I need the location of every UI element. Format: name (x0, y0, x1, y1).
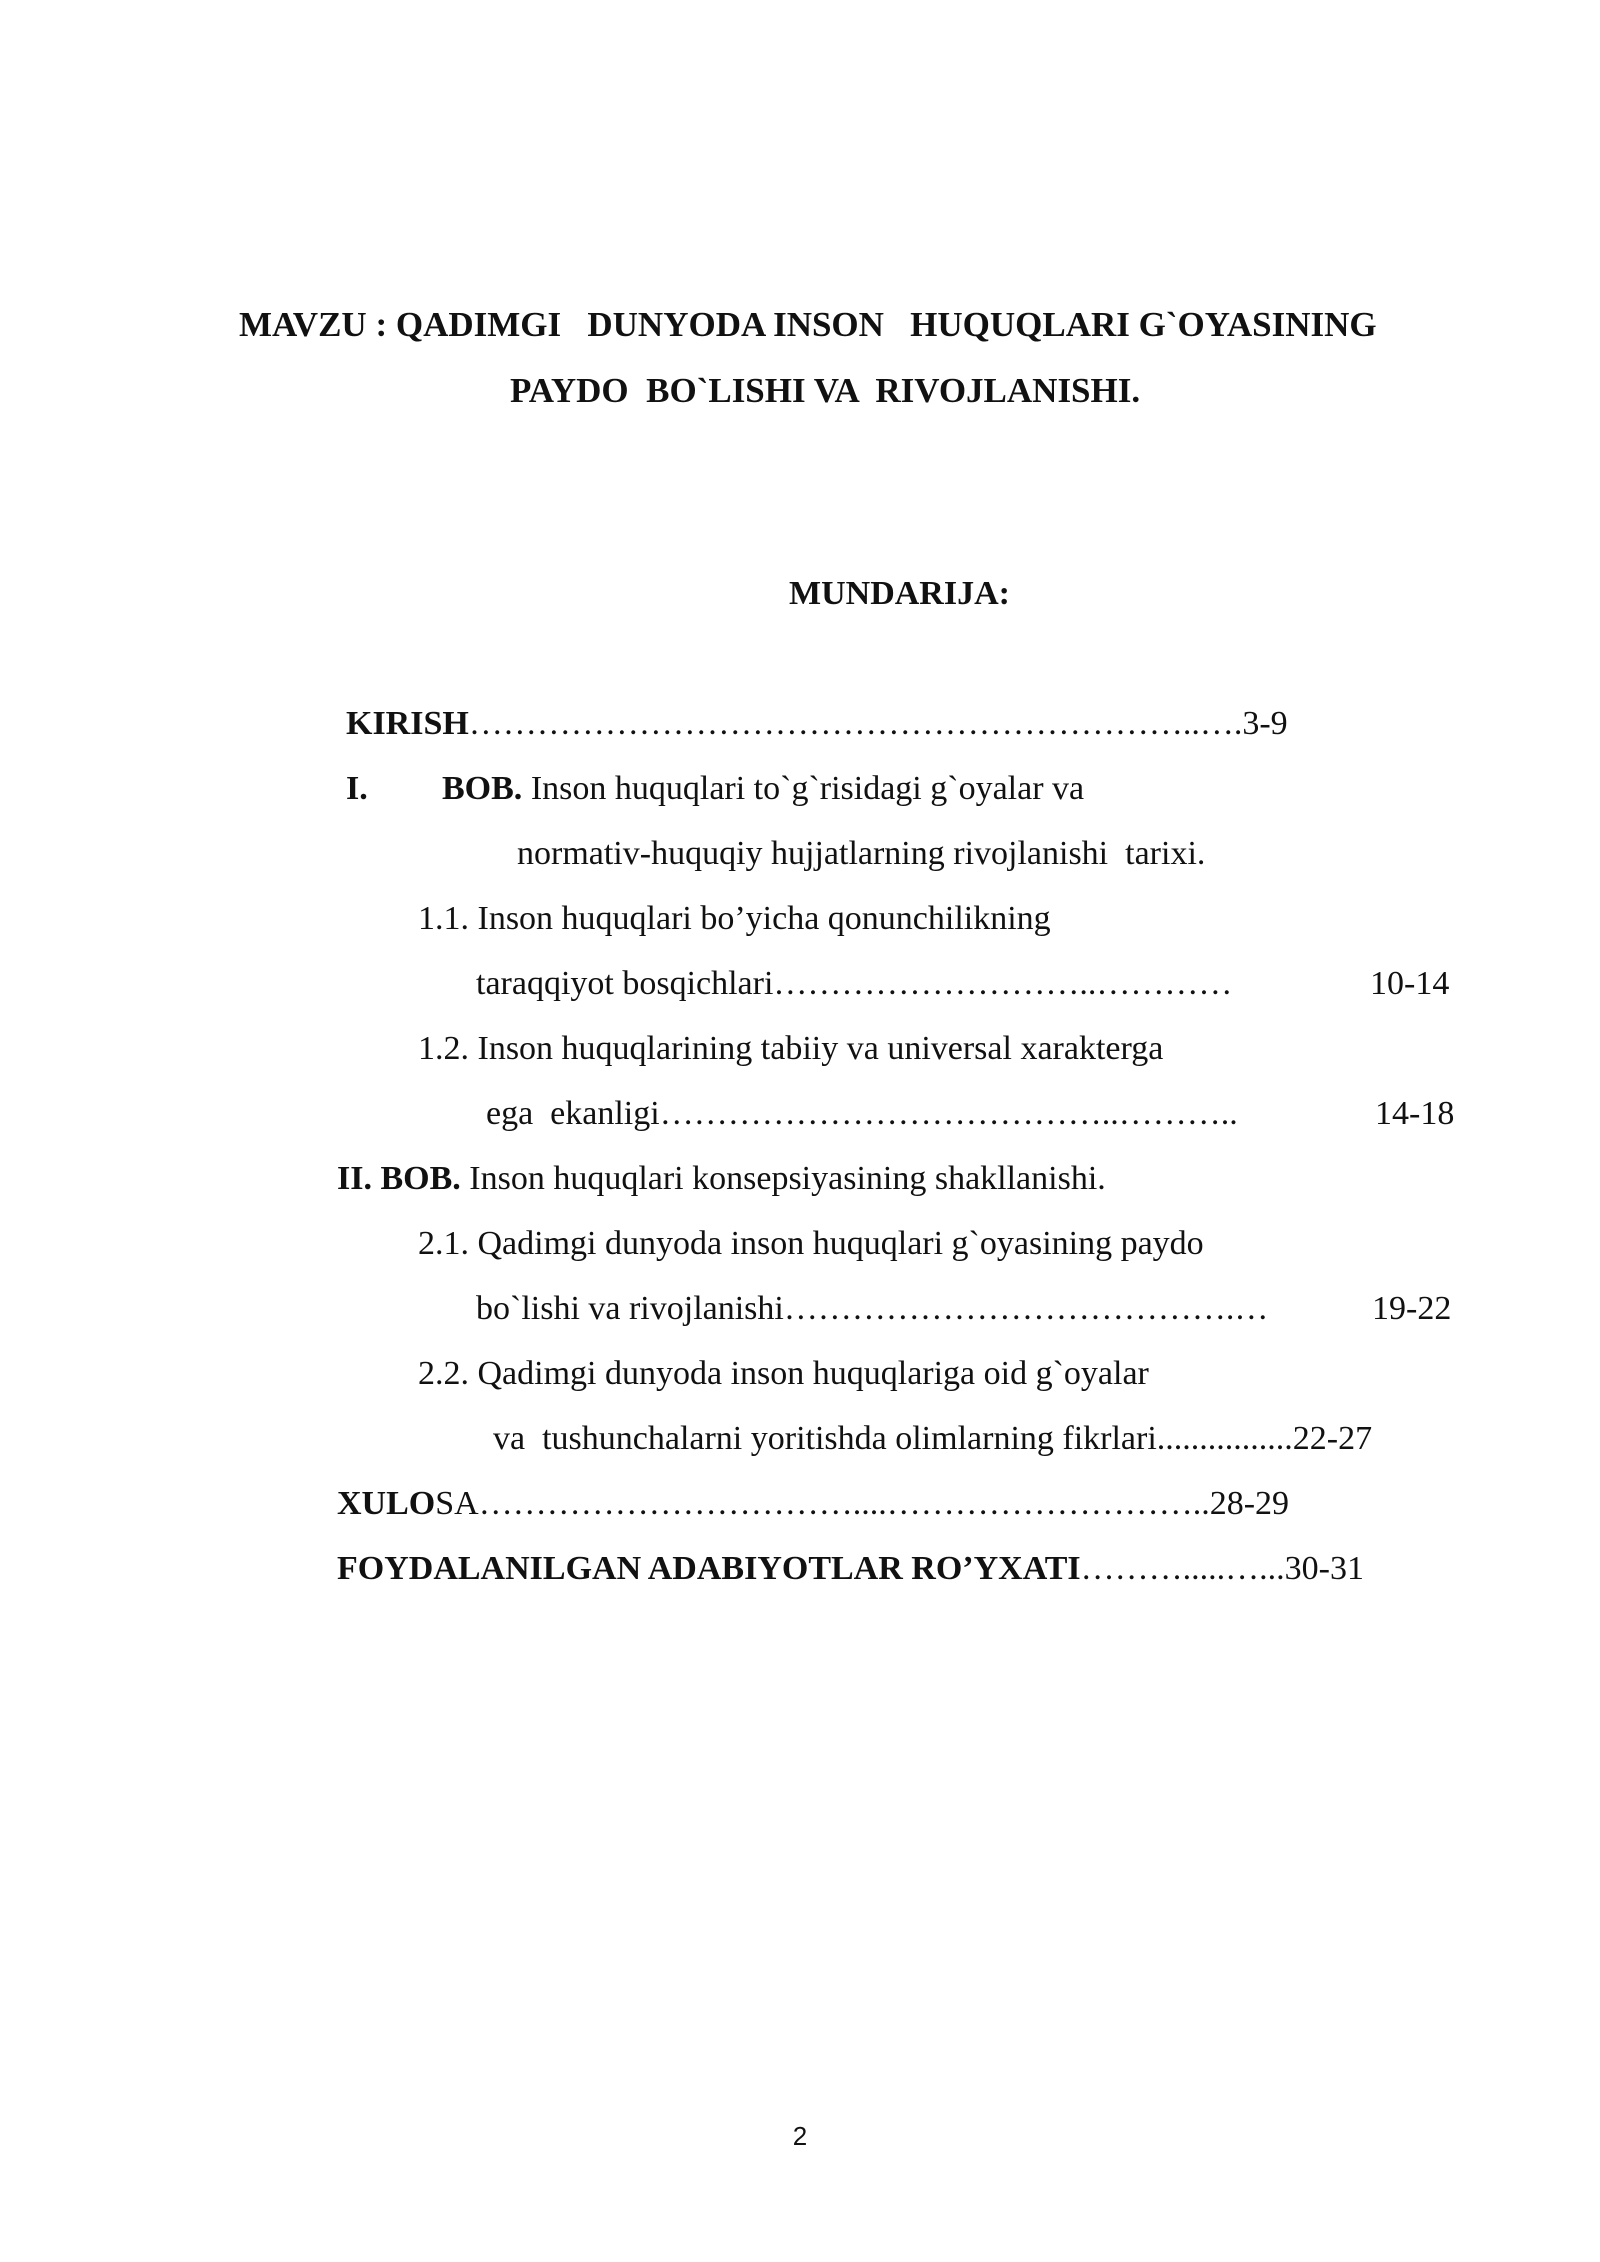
title-line-2: PAYDO BO`LISHI VA RIVOJLANISHI. (510, 371, 1141, 410)
toc-page-range: 14-18 (1375, 1095, 1455, 1132)
toc-entry-references (337, 1552, 1364, 1586)
title-line-1: MAVZU : QADIMGI DUNYODA INSON HUQUQLARI G`OYASINING (239, 305, 1377, 344)
chapter-title-cont: normativ-huquqiy hujjatlarning rivojlanishi tarixi. (517, 835, 1206, 872)
chapter-title: Inson huquqlari konsepsiyasining shakllanishi. (460, 1160, 1106, 1197)
toc-page-range: 3-9 (1242, 705, 1288, 742)
toc-entry-2-2-cont: va tushunchalarni yoritishda olimlarning fikrlari................22-27 (493, 1420, 1373, 1457)
toc-entry-2-2: 2.2. Qadimgi dunyoda inson huquqlariga oid g`oyalar (418, 1355, 1149, 1392)
toc-entry-1-2: 1.2. Inson huquqlarining tabiiy va universal xarakterga (418, 1030, 1164, 1067)
chapter-title: Inson huquqlari to`g`risidagi g`oyalar va (522, 770, 1085, 807)
toc-entry-1-1: 1.1. Inson huquqlari bo’yicha qonunchilikning (418, 900, 1051, 937)
toc-heading: MUNDARIJA: (789, 575, 1010, 612)
chapter-number: I. (346, 770, 368, 807)
chapter-label: BOB. (442, 770, 523, 807)
toc-entry-rest: ……….....…...30-31 (1080, 1550, 1364, 1587)
page-number: 2 (792, 2121, 808, 2151)
toc-entry-label: XULO (337, 1485, 436, 1522)
toc-entry-2-1: 2.1. Qadimgi dunyoda inson huquqlari g`oyasining paydo (418, 1225, 1204, 1262)
toc-entry-xulosa (337, 1487, 1289, 1521)
toc-entry-chapter-1 (442, 772, 1084, 806)
toc-page-range: 10-14 (1370, 965, 1450, 1002)
chapter-label: II. BOB. (337, 1160, 461, 1197)
toc-entry-2-1-cont: bo`lishi va rivojlanishi………………………………….… (476, 1290, 1269, 1327)
toc-entry-label: KIRISH (346, 705, 469, 742)
toc-entry-rest: SA……………………………....………………………..28-29 (435, 1485, 1290, 1522)
toc-entry-chapter-2 (337, 1162, 1106, 1196)
toc-entry-label: FOYDALANILGAN ADABIYOTLAR RO’YXATI (337, 1550, 1081, 1587)
toc-page-range: 19-22 (1372, 1290, 1452, 1327)
toc-entry-kirish (346, 707, 1288, 741)
toc-entry-1-2-cont: ega ekanligi…………………………………..……….. (486, 1095, 1238, 1132)
toc-entry-1-1-cont: taraqqiyot bosqichlari………………………..………… (476, 965, 1233, 1002)
toc-leader-dots: ………………………………………………………..…. (468, 705, 1243, 742)
